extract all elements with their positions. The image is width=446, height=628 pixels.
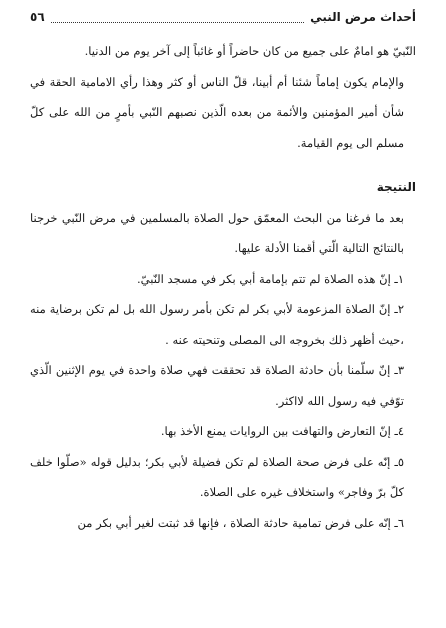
header-title: أحداث مرض النبي bbox=[310, 10, 416, 24]
page-number: ٥٦ bbox=[30, 10, 45, 24]
running-header bbox=[30, 6, 416, 28]
section-heading: النتيجة bbox=[376, 180, 416, 194]
result-item-6: ٦ـ إنّه على فرض تمامية حادثة الصلاة ، فإنها قد ثبتت لغير أبي بكر من bbox=[77, 515, 404, 530]
result-item-2: ٢ـ إنّ الصلاة المزعومة لأبي بكر لم تكن بأمر رسول الله بل لم تكن برضاية منه ،حيث أظهر ذلك بخروجه الى المصلى وتنحيته عنه . bbox=[30, 302, 404, 347]
result-intro-paragraph: بعد ما فرغنا من البحث المعمّق حول الصلاة بالمسلمين في مرض النّبي خرجنا بالنتائج التالية الّتي أقمنا الأدلة عليها. bbox=[30, 210, 404, 255]
intro-paragraph-2: والإمام يكون إماماً شئنا أم أبينا، قلّ الناس أو كثر وهذا رأي الامامية الحقة في شأن أمير المؤمنين والأئمة من بعده الّذين نصبهم النّبي بأمرٍ من الله على كلّ مسلم الى يوم القيامة. bbox=[30, 74, 404, 150]
result-item-4: ٤ـ إنّ التعارض والتهافت بين الروايات يمنع الأخذ بها. bbox=[160, 424, 404, 438]
result-item-1: ١ـ إنّ هذه الصلاة لم تتم بإمامة أبي بكر في مسجد النّبيّ. bbox=[137, 271, 404, 286]
header-dotted-leader bbox=[51, 12, 305, 23]
result-item-3: ٣ـ إنّ سلّمنا بأن حادثة الصلاة قد تحققت فهي صلاة واحدة في يوم الإثنين الّذي توّفي فيه رسول الله لااكثر. bbox=[30, 363, 404, 408]
result-item-5: ٥ـ إنّه على فرض صحة الصلاة لم تكن فضيلة لأبي بكر؛ بدليل قوله «صلّوا خلف كلّ برّ وفاجر» واستخلاف غيره على الصلاة. bbox=[30, 454, 404, 499]
page-body bbox=[30, 36, 416, 538]
intro-paragraph-1: النّبيّ هو امامٌ على جميع من كان حاضراً أو غائباً إلى آخر يوم من الدنيا. bbox=[84, 44, 416, 58]
